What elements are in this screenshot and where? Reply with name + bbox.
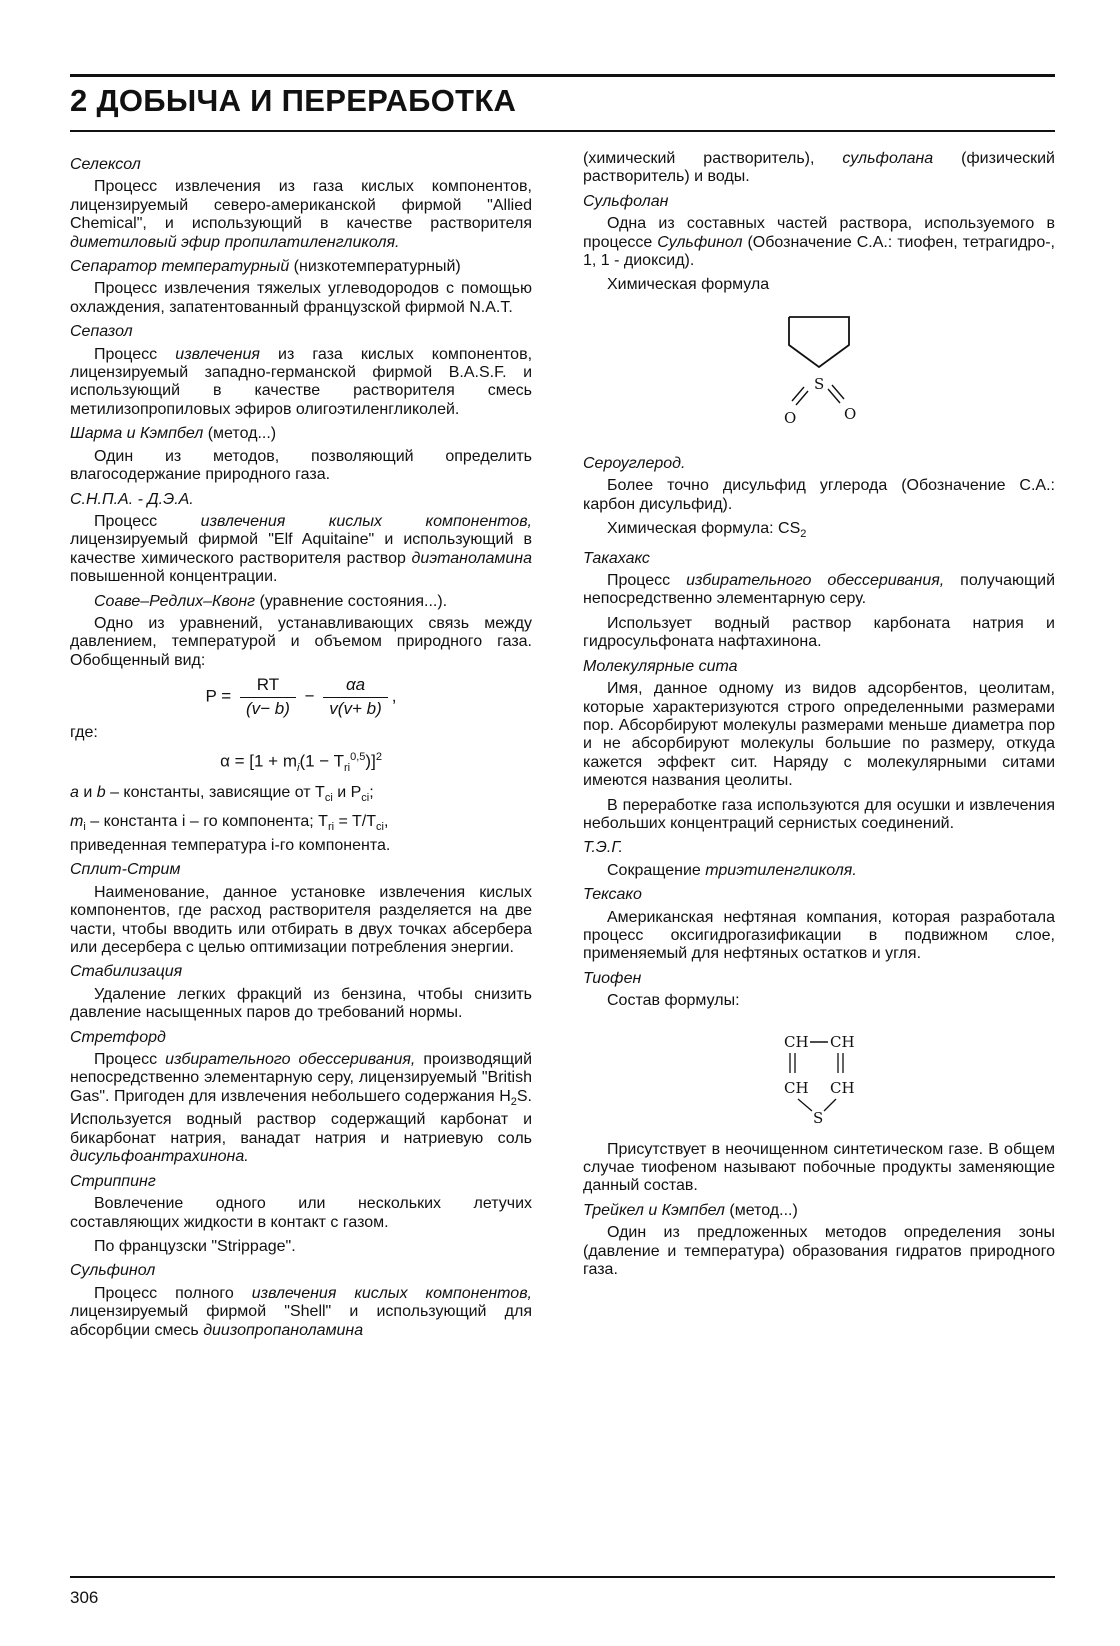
- where-label: где:: [70, 723, 98, 741]
- text: S. Используется водный раствор содержащий карбонат и бикарбонат натрия, ванадат натрия и натриевую соль: [70, 1087, 532, 1147]
- text: Процесс: [607, 572, 687, 590]
- entry-body-2: В переработке газа используются для осушки и извлечения небольших концентраций сернистых соединений.: [583, 796, 1055, 832]
- subscript: ri: [327, 821, 335, 834]
- entry-sharma: [70, 425, 532, 484]
- subscript: ci: [376, 821, 384, 834]
- text: (Обозначение С.А.: тиофен, тетрагидро-, 1, 1 - диоксид).: [583, 233, 1055, 270]
- heading-rule: [70, 130, 1055, 132]
- term-title: [70, 593, 532, 611]
- formula-line: [583, 520, 1055, 544]
- term-note: (уравнение состояния...).: [255, 592, 448, 610]
- entry-sulfolane: [583, 193, 1055, 445]
- entry-sepasol: [70, 323, 532, 419]
- term-title: С.Н.П.А. - Д.Э.А.: [70, 490, 194, 508]
- text: Сокращение: [607, 861, 706, 879]
- term-title: Сероуглерод.: [583, 454, 686, 472]
- entry-teg: [583, 839, 1055, 880]
- entry-takahax: [583, 550, 1055, 652]
- constants-line-3: приведенная температура i-го компонента.: [70, 837, 391, 855]
- atom-ch: CH: [830, 1032, 855, 1051]
- atom-sulfur: S: [813, 1108, 824, 1127]
- entry-stripping: [70, 1173, 532, 1257]
- double-bond: [832, 385, 844, 399]
- text: = T/T: [334, 813, 376, 831]
- numerator: RT: [240, 676, 296, 697]
- formula-label: Химическая формула: [607, 276, 770, 294]
- term-text: Трейкел и Кэмпбел: [583, 1201, 725, 1219]
- text: повышенной концентрации.: [70, 568, 278, 586]
- term-note: (метод...): [724, 1201, 798, 1219]
- entry-body: Один из методов, позволяющий определить влагосодержание природного газа.: [70, 447, 532, 484]
- text: (1 − T: [299, 752, 345, 772]
- double-bond: [828, 389, 840, 403]
- entry-split-stream: [70, 861, 532, 957]
- text-italic: диизопропаноламина: [203, 1321, 364, 1339]
- text: (химический растворитель),: [583, 150, 843, 167]
- text-italic: избирательного обессеривания,: [686, 572, 945, 590]
- term-text: Шарма и Кэмпбел: [70, 425, 204, 443]
- denominator: v(v+ b): [329, 698, 382, 718]
- text-italic: b: [96, 783, 106, 801]
- atom-sulfur: S: [814, 374, 825, 393]
- subscript: i: [296, 762, 300, 775]
- text-italic: диэтаноламина: [411, 549, 532, 567]
- entry-body: [70, 178, 532, 252]
- text-italic: сульфолана: [842, 150, 934, 167]
- double-bond: [792, 387, 804, 401]
- entry-body: [583, 862, 1055, 880]
- entry-selexol: [70, 156, 532, 252]
- text: Процесс полного: [94, 1284, 252, 1302]
- single-bond: [798, 1099, 812, 1111]
- entry-texaco: [583, 886, 1055, 964]
- entry-treikel: [583, 1202, 1055, 1280]
- entry-body: [583, 215, 1055, 270]
- formula-minus: −: [304, 686, 315, 706]
- text-italic: избирательного обессеривания,: [165, 1051, 416, 1069]
- entry-body: Американская нефтяная компания, которая разработала процесс оксигидрогазификации в подвижном слое, применяемый для нефтяных остатков и угля.: [583, 908, 1055, 963]
- formula-lhs: P =: [205, 686, 232, 706]
- sulfolane-structure: [744, 305, 894, 445]
- superscript: 0,5: [350, 751, 366, 764]
- text-italic: дисульфоантрахинона.: [70, 1148, 249, 1166]
- left-column: [70, 150, 532, 1346]
- text-italic: диметиловый эфир пропилатиленгликоля.: [70, 233, 400, 251]
- entry-body: [70, 1051, 532, 1167]
- term-title: [70, 425, 532, 443]
- fraction-2: [323, 676, 387, 718]
- entry-body-2: По французски "Strippage".: [94, 1237, 296, 1255]
- term-title: [70, 258, 532, 276]
- numerator: αa: [323, 676, 387, 697]
- term-title: Тиофен: [583, 969, 642, 987]
- text: Одна из составных частей раствора, используемого в процессе: [583, 215, 1055, 251]
- subscript: ci: [361, 792, 370, 805]
- entry-snpa: [70, 491, 532, 587]
- single-bond: [824, 1099, 836, 1111]
- entry-stabilization: [70, 963, 532, 1022]
- entry-thiophene: [583, 970, 1055, 1196]
- entry-body: Вовлечение одного или нескольких летучих составляющих жидкости в контакт с газом.: [70, 1195, 532, 1231]
- text: – константы, зависящие от T: [105, 783, 325, 801]
- text: производящий непосредственно элементарную серу, лицензируемый "British Gas". Пригоден для извлечения небольшего содержания H: [70, 1051, 533, 1105]
- term-title: Селексол: [70, 156, 141, 173]
- page-number: 306: [70, 1588, 99, 1607]
- entry-body: [70, 1285, 532, 1340]
- entry-body: Один из предложенных методов определения зоны (давление и температура) образования гидратов природного газа.: [583, 1224, 1055, 1279]
- sulfinol-continuation: [583, 150, 1055, 187]
- entry-body-2: Использует водный раствор карбоната натрия и гидросульфоната нафтахинона.: [583, 614, 1055, 651]
- term-title: Т.Э.Г.: [583, 839, 623, 857]
- ring-bond: [789, 317, 849, 367]
- atom-oxygen: O: [784, 408, 797, 427]
- subscript: ri: [344, 762, 351, 775]
- subscript: i: [83, 821, 86, 834]
- fraction-1: [240, 676, 296, 718]
- entry-carbon-disulfide: [583, 455, 1055, 544]
- term-title: Тексако: [583, 886, 642, 904]
- text: – константа i – го компонента; T: [85, 813, 328, 831]
- atom-ch: CH: [784, 1078, 809, 1097]
- text: α = [1 + m: [220, 752, 297, 772]
- alpha-formula: [70, 748, 532, 777]
- thiophene-structure: [744, 1021, 894, 1131]
- entry-body: Удаление легких фракций из бензина, чтобы снизить давление насыщенных паров до требований нормы.: [70, 985, 532, 1022]
- term-title: Молекулярные сита: [583, 657, 738, 675]
- text: лицензируемый фирмой "Shell" и использующий для абсорбции смесь: [70, 1303, 532, 1339]
- entry-sulfinol: [70, 1262, 532, 1340]
- text: Процесс: [94, 345, 176, 363]
- constants-line-1: [70, 784, 532, 808]
- text: Процесс: [94, 512, 201, 530]
- term-title: Сульфинол: [70, 1262, 156, 1280]
- text-italic: Сульфинол: [657, 233, 743, 251]
- equation-of-state: [70, 676, 532, 718]
- text-italic: m: [70, 813, 84, 831]
- subscript: 2: [800, 528, 807, 541]
- entry-body-2: Присутствует в неочищенном синтетическом газе. В общем случае тиофеном называют побочные продукты заменяющие данный состав.: [583, 1140, 1055, 1195]
- text-italic: извлечения кислых компонентов,: [251, 1284, 532, 1302]
- term-note: (низкотемпературный): [289, 258, 461, 276]
- text: получающий непосредственно элементарную серу.: [583, 572, 1055, 608]
- text: ;: [369, 783, 374, 801]
- formula-tail: ,: [391, 686, 397, 706]
- entry-body: Имя, данное одному из видов адсорбентов, цеолитам, которые характеризуются строго определенными размерами пор. Абсорбируют молекулы размерами меньше диаметра пор и не абсорбируют молекулы большие по размеру, откуда кажется эффект сит. Наряду с молекулярными ситами имеются названия цеолиты.: [583, 680, 1055, 790]
- text: )]: [365, 752, 376, 772]
- text-italic: a: [70, 783, 79, 801]
- atom-ch: CH: [784, 1032, 809, 1051]
- entry-body: Одно из уравнений, устанавливающих связь между давлением, температурой и объемом природного газа. Обобщенный вид:: [70, 614, 532, 669]
- text: из газа кислых компонентов, лицензируемый западно-германской фирмой B.A.S.F. и использующий в качестве растворителя смесь метилизопропиловых эфиров олигоэтиленгликолей.: [70, 345, 533, 418]
- entry-body: [583, 572, 1055, 609]
- term-title: Стабилизация: [70, 963, 183, 981]
- entry-body: Более точно дисульфид углерода (Обозначение С.А.: карбон дисульфид).: [583, 477, 1055, 513]
- term-title: Сульфолан: [583, 192, 669, 210]
- entry-stretford: [70, 1029, 532, 1167]
- top-rule: [70, 74, 1055, 77]
- term-text: Соаве–Редлих–Квонг: [94, 592, 256, 610]
- entry-separator: [70, 258, 532, 317]
- term-title: Стретфорд: [70, 1028, 166, 1046]
- text-italic: триэтиленгликоля.: [705, 861, 857, 879]
- term-title: Стриппинг: [70, 1172, 156, 1190]
- entry-body: Наименование, данное установке извлечения кислых компонентов, где расход растворителя разделяется на две части, чтобы вводить или отбирать в двух точках абсербера или десербера с целью оптимизации потребления энергии.: [70, 883, 532, 957]
- text: Химическая формула: CS: [607, 520, 801, 538]
- entry-body: [70, 513, 532, 587]
- term-note: (метод...): [203, 425, 277, 443]
- term-title: Такахакс: [583, 549, 650, 567]
- text: Процесс извлечения из газа кислых компонентов, лицензируемый северо-американской фирмой "Allied Chemical", и использующий в качестве растворителя: [70, 178, 532, 233]
- term-title: Сепазол: [70, 323, 133, 341]
- entry-body: [70, 346, 532, 420]
- term-text: Сепаратор температурный: [70, 258, 290, 276]
- text: Процесс: [94, 1051, 166, 1069]
- section-heading: 2 ДОБЫЧА И ПЕРЕРАБОТКА: [70, 83, 517, 118]
- subscript: 2: [510, 1096, 517, 1109]
- subscript: ci: [324, 792, 333, 805]
- entry-body: Состав формулы:: [607, 992, 740, 1010]
- atom-oxygen: O: [844, 404, 857, 423]
- text-italic: извлечения кислых компонентов,: [200, 512, 532, 530]
- term-title: [583, 1202, 1055, 1220]
- entry-soave: [70, 593, 532, 856]
- constants-line-2: [70, 813, 532, 837]
- term-title: Сплит-Стрим: [70, 861, 181, 879]
- text: ,: [383, 813, 389, 831]
- denominator: (v− b): [245, 698, 290, 718]
- text: (физический растворитель) и воды.: [583, 150, 1055, 186]
- atom-ch: CH: [830, 1078, 855, 1097]
- double-bond: [796, 391, 808, 405]
- text: и: [78, 783, 97, 801]
- entry-body: Процесс извлечения тяжелых углеводородов с помощью охлаждения, запатентованный французской фирмой N.A.T.: [70, 280, 532, 316]
- superscript: 2: [375, 751, 382, 764]
- bottom-rule: [70, 1576, 1055, 1578]
- text: и P: [332, 783, 362, 801]
- entry-molecular-sieves: [583, 658, 1055, 834]
- text-italic: извлечения: [175, 345, 260, 363]
- text: лицензируемый фирмой "Elf Aquitaine" и использующий в качестве химического растворителя раствор: [70, 531, 532, 567]
- right-column: [583, 150, 1055, 1285]
